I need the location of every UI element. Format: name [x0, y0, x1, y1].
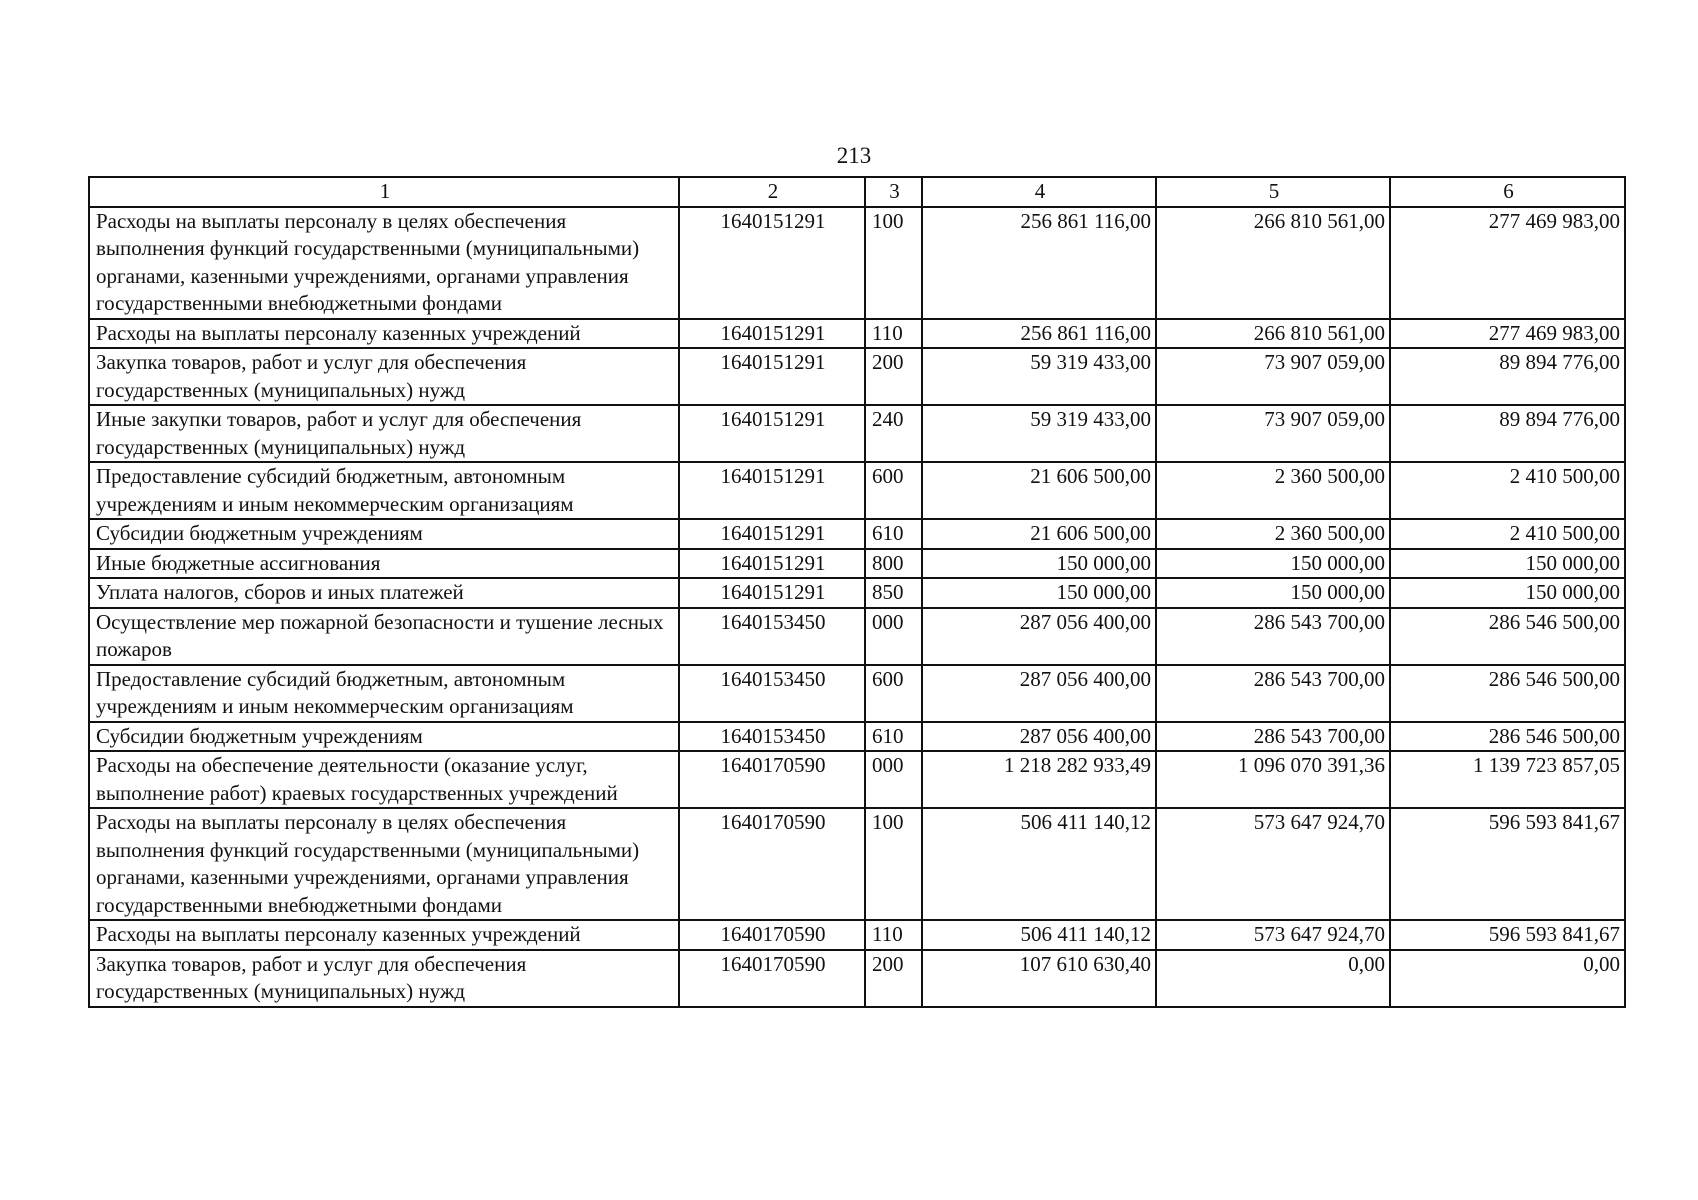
- header-cell-2: 2: [679, 177, 865, 207]
- table-body: [89, 207, 1625, 1007]
- row-amount-col4: 150 000,00: [922, 578, 1156, 608]
- row-target-code: 1640153450: [679, 665, 865, 722]
- row-amount-col4: 21 606 500,00: [922, 462, 1156, 519]
- row-expense-type: 100: [865, 808, 922, 920]
- row-amount-col6: 150 000,00: [1390, 549, 1625, 579]
- row-amount-col6: 2 410 500,00: [1390, 462, 1625, 519]
- row-amount-col6: 277 469 983,00: [1390, 319, 1625, 349]
- row-amount-col4: 1 218 282 933,49: [922, 751, 1156, 808]
- row-amount-col5: 73 907 059,00: [1156, 405, 1390, 462]
- row-expense-type: 600: [865, 462, 922, 519]
- row-amount-col5: 1 096 070 391,36: [1156, 751, 1390, 808]
- row-amount-col6: 1 139 723 857,05: [1390, 751, 1625, 808]
- header-cell-3: 3: [865, 177, 922, 207]
- row-amount-col6: 286 546 500,00: [1390, 608, 1625, 665]
- row-amount-col5: 73 907 059,00: [1156, 348, 1390, 405]
- row-target-code: 1640151291: [679, 549, 865, 579]
- row-amount-col6: 0,00: [1390, 950, 1625, 1007]
- header-row: [89, 177, 1625, 207]
- row-expense-type: 240: [865, 405, 922, 462]
- table-header: [89, 177, 1625, 207]
- row-amount-col4: 287 056 400,00: [922, 665, 1156, 722]
- table-row: [89, 578, 1625, 608]
- row-name: Предоставление субсидий бюджетным, автономным учреждениям и иным некоммерческим организациям: [89, 665, 679, 722]
- row-name: Расходы на выплаты персоналу в целях обеспечения выполнения функций государственными (муниципальными) органами, казенными учреждениями, органами управления государственными внебюджетными фондами: [89, 207, 679, 319]
- row-target-code: 1640151291: [679, 405, 865, 462]
- row-target-code: 1640170590: [679, 920, 865, 950]
- row-amount-col4: 506 411 140,12: [922, 808, 1156, 920]
- row-amount-col6: 89 894 776,00: [1390, 348, 1625, 405]
- row-target-code: 1640151291: [679, 519, 865, 549]
- table-row: [89, 950, 1625, 1007]
- table-row: [89, 319, 1625, 349]
- row-target-code: 1640151291: [679, 462, 865, 519]
- row-amount-col6: 2 410 500,00: [1390, 519, 1625, 549]
- row-expense-type: 800: [865, 549, 922, 579]
- row-name: Осуществление мер пожарной безопасности и тушение лесных пожаров: [89, 608, 679, 665]
- row-amount-col6: 277 469 983,00: [1390, 207, 1625, 319]
- row-name: Предоставление субсидий бюджетным, автономным учреждениям и иным некоммерческим организациям: [89, 462, 679, 519]
- row-amount-col5: 286 543 700,00: [1156, 665, 1390, 722]
- row-expense-type: 110: [865, 920, 922, 950]
- row-target-code: 1640151291: [679, 578, 865, 608]
- row-name: Иные закупки товаров, работ и услуг для обеспечения государственных (муниципальных) нужд: [89, 405, 679, 462]
- row-expense-type: 610: [865, 519, 922, 549]
- table-row: [89, 207, 1625, 319]
- table-row: [89, 405, 1625, 462]
- row-amount-col5: 573 647 924,70: [1156, 920, 1390, 950]
- row-amount-col5: 2 360 500,00: [1156, 462, 1390, 519]
- row-amount-col6: 150 000,00: [1390, 578, 1625, 608]
- row-name: Иные бюджетные ассигнования: [89, 549, 679, 579]
- row-amount-col5: 150 000,00: [1156, 578, 1390, 608]
- row-expense-type: 850: [865, 578, 922, 608]
- row-name: Субсидии бюджетным учреждениям: [89, 722, 679, 752]
- row-amount-col4: 256 861 116,00: [922, 319, 1156, 349]
- row-target-code: 1640170590: [679, 950, 865, 1007]
- row-name: Расходы на выплаты персоналу казенных учреждений: [89, 319, 679, 349]
- row-expense-type: 610: [865, 722, 922, 752]
- table-row: [89, 808, 1625, 920]
- table-row: [89, 665, 1625, 722]
- row-amount-col4: 287 056 400,00: [922, 608, 1156, 665]
- table-row: [89, 920, 1625, 950]
- row-amount-col5: 266 810 561,00: [1156, 207, 1390, 319]
- row-amount-col6: 286 546 500,00: [1390, 722, 1625, 752]
- row-amount-col6: 286 546 500,00: [1390, 665, 1625, 722]
- table-row: [89, 608, 1625, 665]
- header-cell-6: 6: [1390, 177, 1625, 207]
- row-amount-col6: 596 593 841,67: [1390, 808, 1625, 920]
- header-cell-4: 4: [922, 177, 1156, 207]
- row-amount-col4: 287 056 400,00: [922, 722, 1156, 752]
- row-name: Субсидии бюджетным учреждениям: [89, 519, 679, 549]
- row-amount-col4: 59 319 433,00: [922, 348, 1156, 405]
- row-expense-type: 000: [865, 751, 922, 808]
- row-name: Расходы на обеспечение деятельности (оказание услуг, выполнение работ) краевых государственных учреждений: [89, 751, 679, 808]
- row-target-code: 1640151291: [679, 319, 865, 349]
- row-expense-type: 600: [865, 665, 922, 722]
- row-amount-col5: 286 543 700,00: [1156, 722, 1390, 752]
- row-amount-col4: 256 861 116,00: [922, 207, 1156, 319]
- row-amount-col5: 266 810 561,00: [1156, 319, 1390, 349]
- row-name: Уплата налогов, сборов и иных платежей: [89, 578, 679, 608]
- row-amount-col5: 150 000,00: [1156, 549, 1390, 579]
- row-expense-type: 200: [865, 950, 922, 1007]
- table-row: [89, 549, 1625, 579]
- row-amount-col5: 0,00: [1156, 950, 1390, 1007]
- row-amount-col4: 506 411 140,12: [922, 920, 1156, 950]
- row-target-code: 1640170590: [679, 808, 865, 920]
- row-name: Закупка товаров, работ и услуг для обеспечения государственных (муниципальных) нужд: [89, 348, 679, 405]
- row-amount-col6: 89 894 776,00: [1390, 405, 1625, 462]
- table-row: [89, 519, 1625, 549]
- row-expense-type: 200: [865, 348, 922, 405]
- row-amount-col5: 286 543 700,00: [1156, 608, 1390, 665]
- header-cell-1: 1: [89, 177, 679, 207]
- row-amount-col6: 596 593 841,67: [1390, 920, 1625, 950]
- row-target-code: 1640153450: [679, 608, 865, 665]
- table-row: [89, 462, 1625, 519]
- row-amount-col4: 21 606 500,00: [922, 519, 1156, 549]
- table-row: [89, 348, 1625, 405]
- row-target-code: 1640151291: [679, 207, 865, 319]
- row-amount-col4: 150 000,00: [922, 549, 1156, 579]
- page-number: 213: [836, 143, 872, 168]
- row-amount-col5: 573 647 924,70: [1156, 808, 1390, 920]
- row-amount-col4: 107 610 630,40: [922, 950, 1156, 1007]
- row-name: Расходы на выплаты персоналу казенных учреждений: [89, 920, 679, 950]
- row-expense-type: 110: [865, 319, 922, 349]
- row-expense-type: 000: [865, 608, 922, 665]
- row-target-code: 1640170590: [679, 751, 865, 808]
- row-expense-type: 100: [865, 207, 922, 319]
- table-row: [89, 722, 1625, 752]
- row-name: Расходы на выплаты персоналу в целях обеспечения выполнения функций государственными (муниципальными) органами, казенными учреждениями, органами управления государственными внебюджетными фондами: [89, 808, 679, 920]
- table-row: [89, 751, 1625, 808]
- row-name: Закупка товаров, работ и услуг для обеспечения государственных (муниципальных) нужд: [89, 950, 679, 1007]
- row-amount-col5: 2 360 500,00: [1156, 519, 1390, 549]
- row-target-code: 1640151291: [679, 348, 865, 405]
- header-cell-5: 5: [1156, 177, 1390, 207]
- row-amount-col4: 59 319 433,00: [922, 405, 1156, 462]
- budget-table: [88, 176, 1626, 1008]
- row-target-code: 1640153450: [679, 722, 865, 752]
